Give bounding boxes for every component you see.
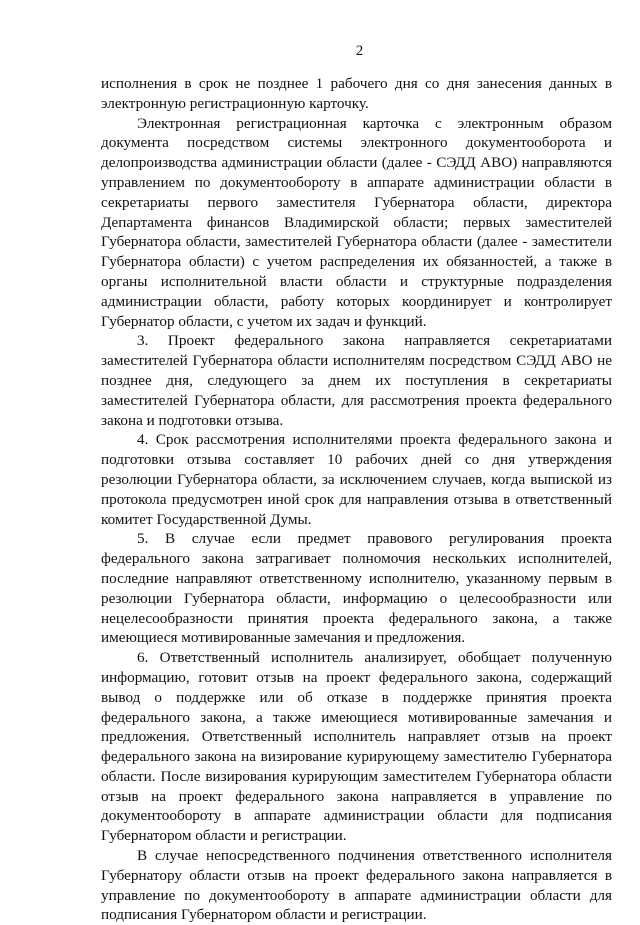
paragraph-direct-subordination: В случае непосредственного подчинения ответственного исполнителя Губернатору области отзыв на проект федерального закона направляется в управление по документообороту в аппарате администрации области для подписания Губернатором области и регистрации. (101, 847, 612, 924)
page-number: 2 (355, 43, 364, 59)
paragraph-item-6: 6. Ответственный исполнитель анализирует, обобщает полученную информацию, готовит отзыв на проект федерального закона, содержащий вывод о поддержке или об отказе в поддержке принятия проекта федерального закона, а также имеющиеся мотивированные замечания и предложения. Ответственный исполнитель направляет отзыв на проект федерального закона на визирование курирующему заместителю Губернатора области. После визирования курирующим заместителем Губернатора области отзыв на проект федерального закона направляется в управление по документообороту в аппарате администрации области для подписания Губернатором области и регистрации. (101, 649, 612, 845)
paragraph-item-3: 3. Проект федерального закона направляется секретариатами заместителей Губернатора области исполнителям посредством СЭДД АВО не позднее дня, следующего за днем их поступления в секретариаты заместителей Губернатора области, для рассмотрения проекта федерального закона и подготовки отзыва. (101, 332, 612, 429)
paragraph-item-4: 4. Срок рассмотрения исполнителями проекта федерального закона и подготовки отзыва составляет 10 рабочих дней со дня утверждения резолюции Губернатора области, за исключением случаев, когда выпиской из протокола предусмотрен иной срок для направления отзыва в ответственный комитет Государственной Думы. (101, 431, 612, 528)
paragraph-item-5: 5. В случае если предмет правового регулирования проекта федерального закона затрагивает полномочия нескольких исполнителей, последние направляют ответственному исполнителю, указанному первым в резолюции Губернатора области, информацию о целесообразности или нецелесообразности принятия проекта федерального закона, а также имеющиеся мотивированные замечания и предложения. (101, 530, 612, 647)
paragraph-continuation: исполнения в срок не позднее 1 рабочего дня со дня занесения данных в электронную регистрационную карточку. (101, 75, 612, 112)
paragraph-registration-card: Электронная регистрационная карточка с электронным образом документа посредством системы электронного документооборота и делопроизводства администрации области (далее - СЭДД АВО) направляются управлением по документообороту в аппарате администрации области в секретариаты первого заместителя Губернатора области, директора Департамента финансов Владимирской области; первых заместителей Губернатора области, заместителей Губернатора области (далее - заместители Губернатора области) с учетом распределения их обязанностей, а также в органы исполнительной власти области и структурные подразделения администрации области, работу которых координирует и контролирует Губернатор области, с учетом их задач и функций. (101, 114, 612, 330)
